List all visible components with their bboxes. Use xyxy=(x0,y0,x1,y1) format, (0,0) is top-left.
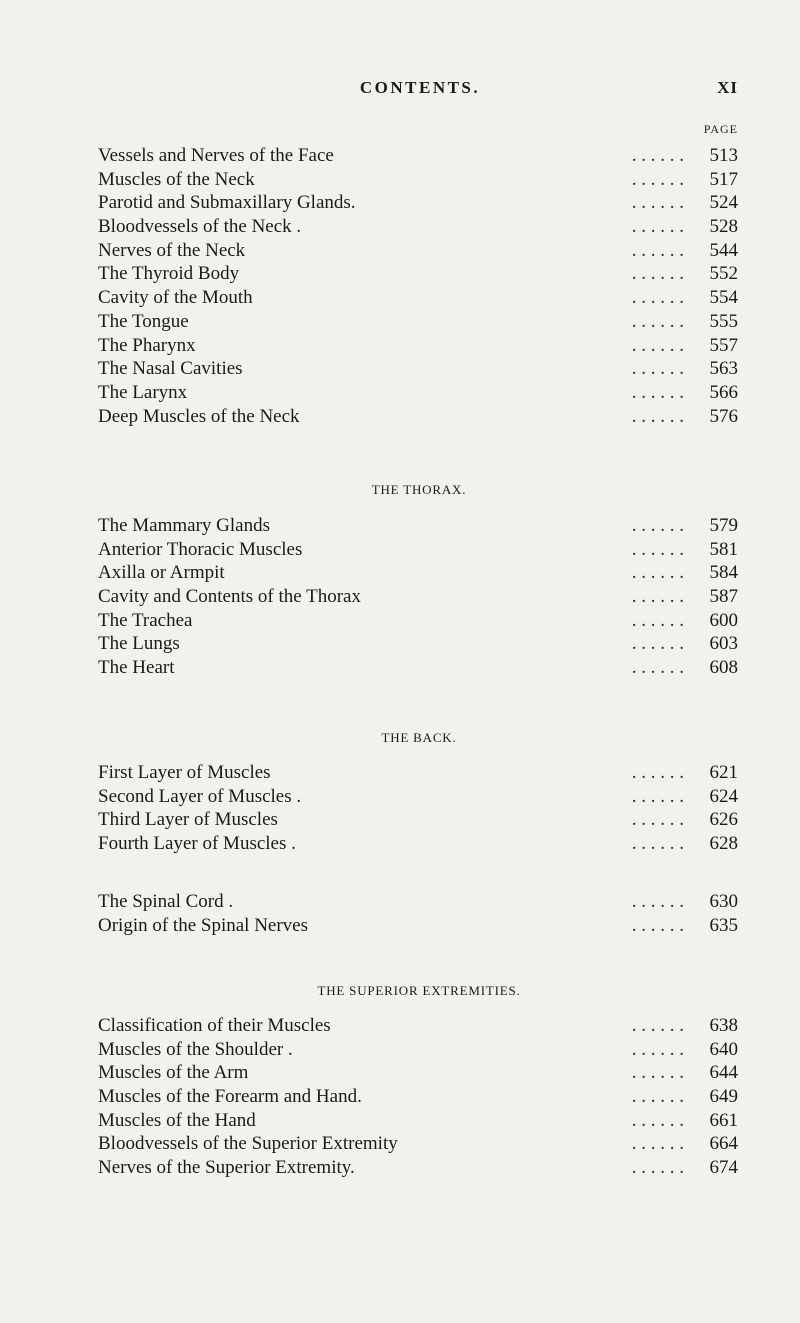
toc-leader-dots: . . . . . . xyxy=(631,239,684,261)
toc-entry-title: The Nasal Cavities xyxy=(98,358,243,380)
toc-entry xyxy=(98,561,740,585)
toc-entry-page: 630 xyxy=(709,891,738,912)
toc-entry-title: Bloodvessels of the Neck . xyxy=(98,216,302,238)
toc-leader-dots: . . . . . . xyxy=(631,633,684,655)
toc-entry-page: 557 xyxy=(709,334,738,356)
toc-entry-page: 621 xyxy=(709,762,738,783)
toc-entry-page: 566 xyxy=(709,381,738,403)
toc-entry xyxy=(98,1085,740,1109)
toc-leader-dots: . . . . . . xyxy=(631,891,684,912)
toc-leader-dots: . . . . . . xyxy=(631,1133,684,1155)
toc-entry-title: Origin of the Spinal Nerves xyxy=(98,914,309,936)
toc-leader-dots: . . . . . . xyxy=(631,609,684,631)
toc-entry-title: Vessels and Nerves of the Face xyxy=(98,145,334,166)
toc-section-back-entries xyxy=(98,761,740,856)
toc-leader-dots: . . . . . . xyxy=(631,381,684,403)
toc-section-superior-extremities xyxy=(98,979,740,1003)
toc-entry-title: Muscles of the Neck xyxy=(98,168,255,190)
toc-entry-title: The Trachea xyxy=(98,609,193,631)
toc-entry-page: 544 xyxy=(709,239,738,261)
toc-leader-dots: . . . . . . xyxy=(631,263,684,285)
toc-entry-title: First Layer of Muscles xyxy=(98,762,271,783)
toc-leader-dots: . . . . . . xyxy=(631,762,684,783)
toc-leader-dots: . . . . . . xyxy=(631,287,684,309)
toc-entry-title: The Mammary Glands xyxy=(98,515,271,536)
toc-entry xyxy=(98,1132,740,1156)
toc-entry-title: Muscles of the Forearm and Hand. xyxy=(98,1086,362,1108)
toc-entry xyxy=(98,310,740,334)
toc-entry-title: The Lungs xyxy=(98,633,180,655)
toc-entry-page: 584 xyxy=(709,562,738,584)
toc-leader-dots: . . . . . . xyxy=(631,914,684,936)
toc-leader-dots: . . . . . . xyxy=(631,586,684,608)
toc-entry-title: The Larynx xyxy=(98,381,188,403)
toc-entry-title: Nerves of the Superior Extremity. xyxy=(98,1157,355,1179)
toc-entry-page: 513 xyxy=(709,145,738,166)
toc-entry xyxy=(98,1038,740,1062)
toc-section-thorax-entries xyxy=(98,514,740,680)
toc-entry-page: 638 xyxy=(709,1015,738,1036)
toc-entry-title: Muscles of the Shoulder . xyxy=(98,1038,293,1060)
toc-section-spinal xyxy=(98,890,740,937)
toc-leader-dots: . . . . . . xyxy=(631,405,684,427)
toc-entry xyxy=(98,632,740,656)
toc-entry-page: 661 xyxy=(709,1109,738,1131)
running-page-numeral: XI xyxy=(717,78,738,97)
toc-entry-page: 524 xyxy=(709,192,738,214)
toc-leader-dots: . . . . . . xyxy=(631,145,684,166)
toc-entry xyxy=(98,144,740,168)
toc-entry xyxy=(98,191,740,215)
toc-entry xyxy=(98,262,740,286)
toc-leader-dots: . . . . . . xyxy=(631,833,684,855)
toc-entry-page: 674 xyxy=(709,1157,738,1179)
toc-entry xyxy=(98,334,740,358)
toc-entry-title: Classification of their Muscles xyxy=(98,1015,331,1036)
section-heading: THE SUPERIOR EXTREMITIES. xyxy=(317,983,521,998)
toc-leader-dots: . . . . . . xyxy=(631,1062,684,1084)
toc-leader-dots: . . . . . . xyxy=(631,1157,684,1179)
toc-entry-title: The Heart xyxy=(98,657,175,679)
running-head xyxy=(100,78,740,108)
toc-leader-dots: . . . . . . xyxy=(631,310,684,332)
toc-entry-title: Cavity and Contents of the Thorax xyxy=(98,586,361,608)
toc-entry xyxy=(98,1156,740,1180)
toc-leader-dots: . . . . . . xyxy=(631,1109,684,1131)
toc-entry-page: 649 xyxy=(709,1086,738,1108)
toc-entry xyxy=(98,585,740,609)
toc-leader-dots: . . . . . . xyxy=(631,334,684,356)
toc-entry-page: 644 xyxy=(709,1062,738,1084)
toc-entry xyxy=(98,808,740,832)
toc-entry-page: 576 xyxy=(709,405,738,427)
toc-entry-page: 624 xyxy=(709,785,738,807)
toc-entry xyxy=(98,357,740,381)
toc-entry-title: Muscles of the Hand xyxy=(98,1109,256,1131)
toc-entry-page: 603 xyxy=(709,633,738,655)
toc-entry-title: Third Layer of Muscles xyxy=(98,809,278,831)
toc-entry-page: 608 xyxy=(709,657,738,679)
toc-leader-dots: . . . . . . xyxy=(631,538,684,560)
toc-entry-page: 587 xyxy=(709,586,738,608)
toc-entry xyxy=(98,286,740,310)
toc-entry-page: 552 xyxy=(709,263,738,285)
toc-entry-page: 555 xyxy=(709,310,738,332)
toc-entry xyxy=(98,1109,740,1133)
toc-entry-page: 626 xyxy=(709,809,738,831)
toc-leader-dots: . . . . . . xyxy=(631,358,684,380)
toc-entry xyxy=(98,890,740,914)
toc-entry-title: Muscles of the Arm xyxy=(98,1062,249,1084)
toc-leader-dots: . . . . . . xyxy=(631,657,684,679)
toc-entry-page: 517 xyxy=(709,168,738,190)
toc-entry-page: 628 xyxy=(709,833,738,855)
toc-entry-title: Nerves of the Neck xyxy=(98,239,246,261)
toc-entry-title: Second Layer of Muscles . xyxy=(98,785,302,807)
toc-entry xyxy=(98,656,740,680)
toc-entry-page: 581 xyxy=(709,538,738,560)
toc-entry xyxy=(98,785,740,809)
toc-entry-page: 635 xyxy=(709,914,738,936)
toc-entry xyxy=(98,405,740,429)
toc-section-thorax xyxy=(98,478,740,502)
toc-leader-dots: . . . . . . xyxy=(631,1086,684,1108)
toc-entry-page: 579 xyxy=(709,515,738,536)
toc-leader-dots: . . . . . . xyxy=(631,809,684,831)
toc-entry-page: 600 xyxy=(709,609,738,631)
toc-entry-page: 563 xyxy=(709,358,738,380)
toc-entry-title: Deep Muscles of the Neck xyxy=(98,405,300,427)
toc-entry-page: 554 xyxy=(709,287,738,309)
running-title: CONTENTS. xyxy=(359,78,481,97)
toc-leader-dots: . . . . . . xyxy=(631,785,684,807)
toc-entry xyxy=(98,538,740,562)
toc-entry-page: 664 xyxy=(709,1133,738,1155)
toc-entry-title: The Spinal Cord . xyxy=(98,891,234,912)
toc-entry xyxy=(98,514,740,538)
toc-entry-title: Bloodvessels of the Superior Extremity xyxy=(98,1133,398,1155)
toc-leader-dots: . . . . . . xyxy=(631,1015,684,1036)
toc-leader-dots: . . . . . . xyxy=(631,515,684,536)
toc-leader-dots: . . . . . . xyxy=(631,168,684,190)
toc-section-superior-extremities-entries xyxy=(98,1014,740,1180)
toc-entry-title: Anterior Thoracic Muscles xyxy=(98,538,303,560)
toc-section-back xyxy=(98,726,740,750)
toc-entry-title: The Thyroid Body xyxy=(98,263,240,285)
toc-entry-page: 528 xyxy=(709,216,738,238)
toc-section-neck xyxy=(98,144,740,428)
toc-entry xyxy=(98,239,740,263)
section-heading: THE THORAX. xyxy=(371,482,467,497)
toc-entry xyxy=(98,381,740,405)
toc-entry xyxy=(98,1061,740,1085)
toc-entry xyxy=(98,1014,740,1038)
toc-leader-dots: . . . . . . xyxy=(631,1038,684,1060)
section-heading: THE BACK. xyxy=(381,730,457,745)
toc-leader-dots: . . . . . . xyxy=(631,216,684,238)
toc-entry xyxy=(98,168,740,192)
toc-entry-title: The Pharynx xyxy=(98,334,196,356)
toc-leader-dots: . . . . . . xyxy=(631,192,684,214)
toc-entry-page: 640 xyxy=(709,1038,738,1060)
toc-entry-title: Fourth Layer of Muscles . xyxy=(98,833,296,855)
toc-entry xyxy=(98,215,740,239)
toc-entry-title: Cavity of the Mouth xyxy=(98,287,253,309)
toc-entry xyxy=(98,609,740,633)
toc-entry xyxy=(98,761,740,785)
toc-leader-dots: . . . . . . xyxy=(631,562,684,584)
toc-entry-title: The Tongue xyxy=(98,310,189,332)
toc-entry xyxy=(98,914,740,938)
toc-entry-title: Parotid and Submaxillary Glands. xyxy=(98,192,356,214)
toc-entry xyxy=(98,832,740,856)
toc-entry-title: Axilla or Armpit xyxy=(98,562,225,584)
page-column-label: PAGE xyxy=(703,122,738,136)
